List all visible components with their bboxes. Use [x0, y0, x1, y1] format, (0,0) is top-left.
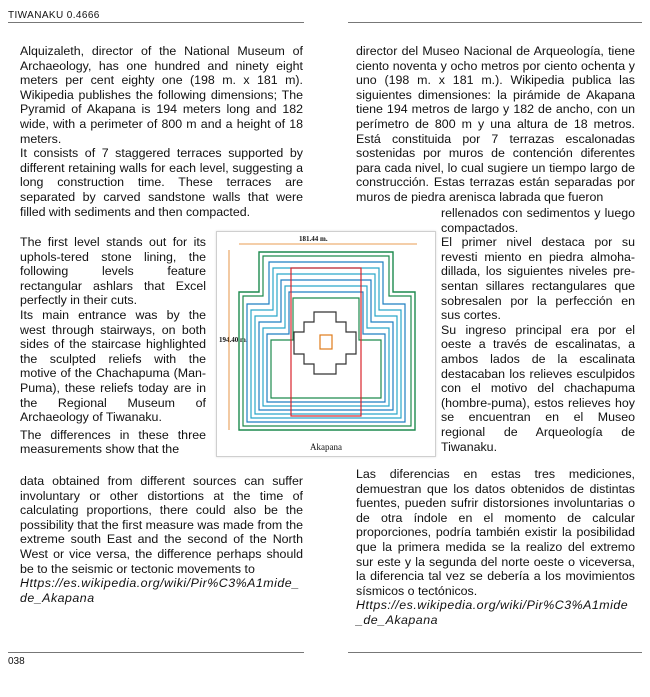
right-wiki-link[interactable]: Https://es.wikipedia.org/wiki/Pir%C3%A1mide_de_Akapana: [356, 598, 629, 627]
left-wrap-paragraph-1: The first level stands out for its uphols-tered stone lining, the following levels feature rectangular ashlars that Excel perfectly in their cuts.: [20, 235, 206, 308]
left-column-wrap: [20, 235, 206, 457]
left-wrap-paragraph-3: The differences in these three measurements show that the: [20, 427, 206, 457]
left-column-bottom: [20, 474, 303, 605]
dimension-height-label: 194.40 m.: [219, 336, 248, 344]
right-wrap-paragraph-1: rellenados con sedimentos y luego compactados.: [441, 206, 635, 235]
left-wrap-paragraph-2: Its main entrance was by the west through stairways, on both sides of the staircase highlighted the sculpted reliefs with the motive of the Chachapuma (Man-Puma), these reliefs today are in the Regional Museum of Archaeology of Tiwanaku.: [20, 307, 206, 425]
left-wiki-link[interactable]: Https://es.wikipedia.org/wiki/Pir%C3%A1mide_de_Akapana: [20, 576, 300, 605]
footer-rule-left: [8, 652, 304, 653]
left-paragraph-2: It consists of 7 staggered terraces supported by different retaining walls for each level, suggesting a long construction time. These terraces are separated by carved sandstone walls that were filled with sediments and then compacted.: [20, 146, 303, 219]
header-rule-right: [348, 22, 642, 23]
header-rule-left: [8, 22, 304, 23]
footer-rule-right: [348, 652, 642, 653]
dimension-width-label: 181.44 m.: [299, 235, 328, 243]
akapana-figure: [216, 231, 436, 457]
akapana-plan-diagram: [217, 232, 435, 442]
right-wrap-paragraph-2: El primer nivel destaca por su revesti miento en piedra almoha- dillada, los siguientes niveles pre-sentan sillares rectangulares que sobresalen por la perfección en sus cortes.: [441, 235, 635, 323]
right-wrap-paragraph-3: Su ingreso principal era por el oeste a través de escalinatas, a ambos lados de la escalinata destacaban los relieves esculpidos con el motivo del chachapuma (hombre-puma), estos relieves hoy se encuentran en el Museo regional de Arqueología de Tiwanaku.: [441, 322, 635, 454]
left-paragraph-1: Alquizaleth, director of the National Museum of Archaeology, has one hundred and ninety eight meters per cent eighty one (198 m. x 181 m). Wikipedia publishes the following dimensions; The Pyramid of Akapana is 194 meters long and 182 wide, with a perimeter of 800 m and a height of 18 meters.: [20, 44, 303, 146]
right-column-wrap: [441, 206, 635, 454]
figure-caption: Akapana: [310, 442, 342, 452]
right-column-bottom: [356, 467, 635, 628]
page-number: 038: [8, 656, 25, 667]
left-column-top: [20, 44, 303, 219]
right-paragraph-1: director del Museo Nacional de Arqueología, tiene ciento noventa y ocho metros por ciento ochenta y uno (198 m. x 181 m.). Wikipedia publica las siguientes dimensiones: la pirámide de Akapana tiene 194 metros de largo y 182 de ancho, con un perímetro de 800 m y una altura de 18 metros. Está constituida por 7 terrazas escalonadas sostenidas por muros de contención diferentes para cada nivel, lo cual sugiere un tiempo largo de construcción. Estas terrazas están separadas por muros de piedra arenisca labrada que fueron: [356, 44, 635, 204]
right-bottom-paragraph: Las diferencias en estas tres mediciones, demuestran que los datos obtenidos de distintas fuentes, pueden sufrir distorsiones involuntarias o de otra índole en el momento de calcular proporciones, podría también existir la posibilidad que la primera medida se la realizo del extremo sur este y la segunda del norte oeste o viceversa, la diferencia tal vez se debería a los movimientos sísmicos o tectónicos.: [356, 467, 635, 598]
left-bottom-paragraph: data obtained from different sources can suffer involuntary or other distortions at the time of calculating proportions, there could also be the possibility that the first measure was made from the extreme south East and the second of the North West or vice versa, the difference perhaps should be to the seismic or tectonic movements to: [20, 474, 303, 576]
running-header: TIWANAKU 0.4666: [8, 10, 100, 21]
right-column-top: [356, 44, 635, 205]
